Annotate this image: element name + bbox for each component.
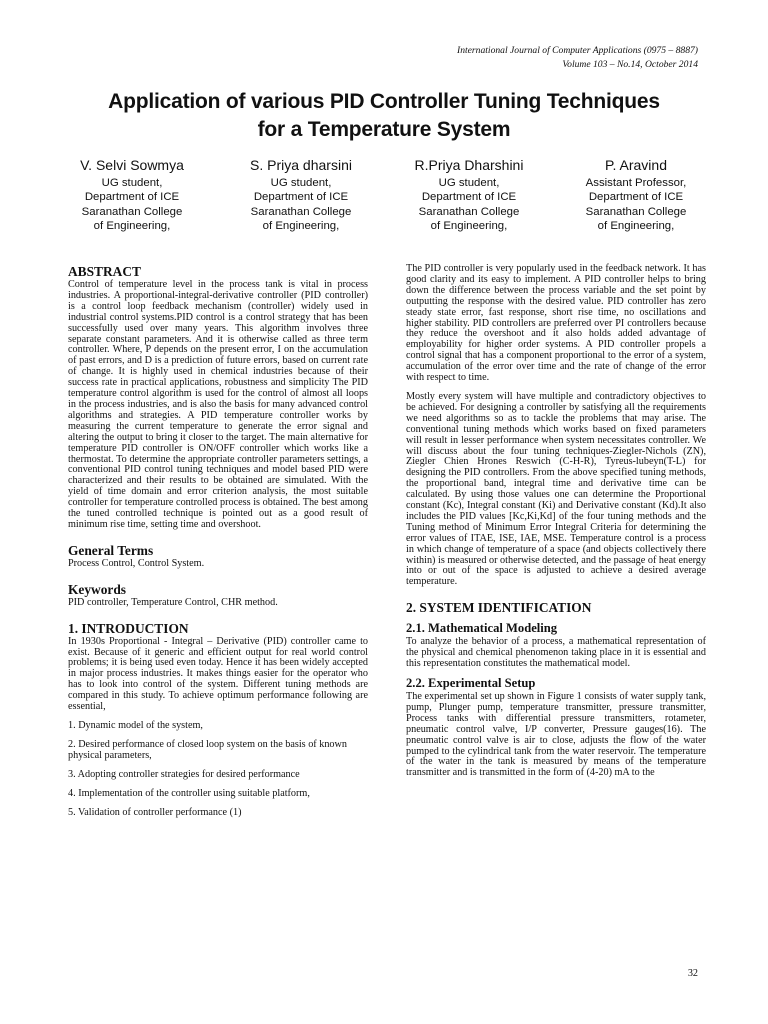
author-institution-cont: of Engineering, (430, 220, 508, 233)
section-2-1-text: To analyze the behavior of a process, a mathematical representation of the physical and chemical phenomenon taking place in it is essential and this representation constitutes the mathematical model. (406, 636, 706, 670)
left-column (68, 264, 368, 818)
journal-name: International Journal of Computer Applications (0975 – 8887) (457, 45, 698, 56)
title-line-2: for a Temperature System (257, 118, 511, 141)
author-institution-cont: of Engineering, (262, 220, 340, 233)
author-institution-cont: of Engineering, (93, 220, 171, 233)
title-line-1: Application of various PID Controller Tuning Techniques (108, 90, 660, 113)
general-terms-text: Process Control, Control System. (68, 557, 205, 569)
list-item: 1. Dynamic model of the system, (68, 720, 203, 731)
list-item: 4. Implementation of the controller using suitable platform, (68, 787, 310, 799)
paper-title (40, 88, 728, 144)
author-institution-cont: of Engineering, (597, 220, 675, 233)
author-department: Department of ICE (421, 191, 517, 204)
keywords-text: PID controller, Temperature Control, CHR method. (68, 596, 278, 608)
author-name: P. Aravind (604, 157, 667, 173)
author-department: Department of ICE (84, 191, 180, 204)
author-block (221, 155, 381, 234)
page-number: 32 (687, 968, 698, 979)
author-department: Department of ICE (588, 191, 684, 204)
right-column (406, 264, 706, 779)
author-name: V. Selvi Sowmya (80, 157, 184, 173)
section-2-2-heading: 2.2. Experimental Setup (406, 676, 536, 690)
author-institution: Saranathan College (418, 205, 520, 218)
author-name: S. Priya dharsini (250, 157, 352, 173)
author-department: Department of ICE (253, 191, 349, 204)
section-2-heading: 2. SYSTEM IDENTIFICATION (406, 600, 592, 616)
author-institution: Saranathan College (585, 205, 687, 218)
section-2-1-heading: 2.1. Mathematical Modeling (406, 621, 558, 636)
list-item: 2. Desired performance of closed loop system on the basis of known physical parameters, (68, 738, 347, 761)
abstract-heading: ABSTRACT (68, 264, 141, 279)
list-item: 5. Validation of controller performance (1) (68, 806, 242, 818)
introduction-heading: 1. INTRODUCTION (68, 620, 189, 636)
body-paragraph: Mostly every system will have multiple and contradictory objectives to be achieved. For designing a controller by satisfying all the requirements we need algorithms so as to tackle the problems that may arise. The conventional tuning methods which works based on fixed parameters will result in lesser performance when system necessitates controller. We will discuss about the four tuning techniques-Ziegler-Nichols (ZN), Ziegler Chien Hrones Reswich (C-H-R), Tyreus-lubeyn(T-L) for designing the PID controllers. From the above specified tuning methods, the proportional band, integral time and derivative time can be calculated. By using those values one can determine the Proportional constant (Kc), Integral constant (Ki) and Derivative constant (Kd).It also includes the PID values [Kc,Ki,Kd] of the four tuning methods and the Tuning method of Minimum Error Integral Criteria for determining the error values of ITAE, ISE, IAE, MSE. Temperature control is a process in which change of temperature of a space (and objects collectively there within) is measured or otherwise detected, and the passage of heat energy into or out of the space is adjusted to achieve a desired average temperature. (406, 390, 706, 588)
abstract-text: Control of temperature level in the process tank is vital in process industries. A proportional-integral-derivative controller (PID controller) is a control loop feedback mechanism (controller) widely used in industrial control systems.PID control is a control strategy that has been successfully used over many years. This algorithm involves three separate constant parameters. And it is otherwise called as three term controller. Where, P depends on the present error, I on the accumulation of past errors, and D is a prediction of future errors, based on current rate of change. It is highly used in chemical industries because of their success rate in practical applications, robustness and simplicity The PID temperature control algorithm is used for the control of almost all loops in the process industries, and is also the basis for many advanced control algorithms and strategies. A PID temperature controller works by measuring the current temperature to generate the error signal and altering the output to bring it closer to the target. The main alternative for temperature PID controller is ON/OFF controller which works like a thermostat. To determine the appropriate controller parameters settings, a conventional PID control tuning techniques and model based PID were characterized and their results to be obtained are simulated. With the yield of time domain and error criterion analysis, the most suitable controller for temperature controlled process is obtained. The best among the tuned controlled technique is pointed out as a good result of minimum rise time, setting time and overshoot. (68, 279, 368, 530)
author-institution: Saranathan College (250, 205, 352, 218)
journal-volume: Volume 103 – No.14, October 2014 (562, 59, 698, 70)
list-item: 3. Adopting controller strategies for desired performance (68, 768, 300, 780)
author-block (556, 155, 716, 234)
introduction-text: In 1930s Proportional - Integral – Derivative (PID) controller came to exist. Because of it generic and efficient output for real world control problems; it is being used even today. Hence it has been widely accepted in major process industries. It makes things easier for the operator who has to look into control of the system. Different tuning methods are compared in this study. To achieve optimum performance following are essential, (68, 635, 368, 713)
general-terms-heading: General Terms (68, 542, 154, 558)
author-block (389, 155, 549, 234)
author-role: Assistant Professor, (585, 177, 687, 189)
author-role: UG student, (270, 177, 332, 189)
keywords-heading: Keywords (68, 581, 127, 597)
author-name: R.Priya Dharshini (414, 157, 524, 173)
author-institution: Saranathan College (81, 205, 183, 218)
section-2-2-text: The experimental set up shown in Figure 1 consists of water supply tank, pump, Plunger pump, temperature transmitter, pressure transmitter, Process tanks with differential pressure transmitters, rotameter, pneumatic control valve, I/P converter, Pressure gauges(16). The pneumatic control valve is air to close, adjusts the flow of the water pumped to the cylindrical tank from the water reservoir. The temperature of the water in the tank is measured by means of the temperature transmitter and is transmitted in the form of (4-20) mA to the (406, 691, 706, 779)
author-block (52, 155, 212, 234)
author-role: UG student, (438, 177, 500, 189)
journal-header (457, 44, 698, 72)
author-role: UG student, (101, 177, 163, 189)
body-paragraph: The PID controller is very popularly used in the feedback network. It has good clarity and its easy to implement. A PID controller helps to bring down the difference between the process variable and the set point by outputting the response with the desired value. PID controller has zero steady state error, fast response, short rise time, no oscillations and higher stability. PID controllers are preferred over PI controllers because they reduce the overshoot and it also holds added advantage of employability for higher order systems. A PID controller propels a control signal that has a component proportional to the error of a system, accumulation of the error over time and the rate of change of the error with respect to time. (406, 263, 706, 384)
